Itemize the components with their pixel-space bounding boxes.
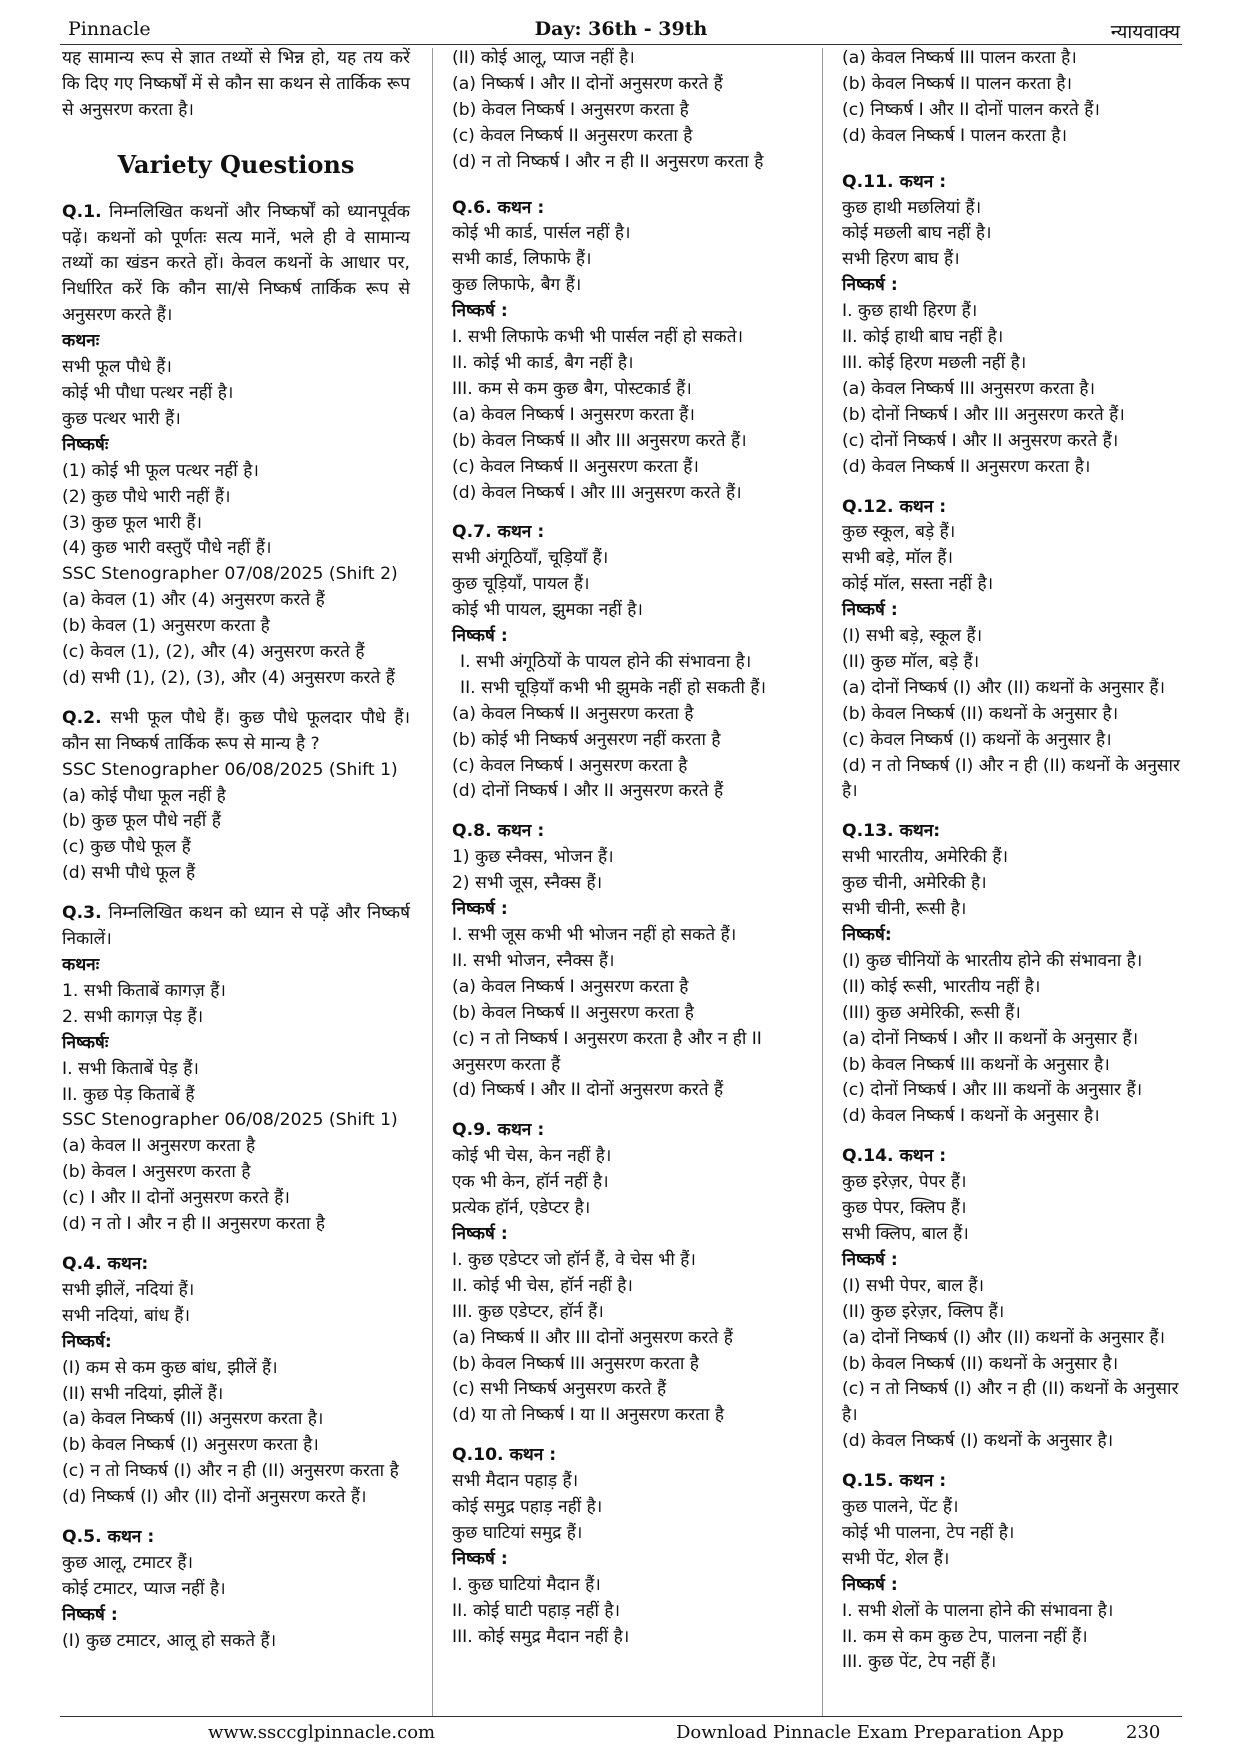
option: (a) दोनों निष्कर्ष (I) और (II) कथनों के अनुसार हैं। (842, 1327, 1165, 1348)
conclusion: (I) सभी बड़े, स्कूल हैं। (842, 626, 983, 647)
conclusion: I. कुछ एडेप्टर जो हॉर्न हैं, वे चेस भी हैं। (452, 1249, 696, 1270)
option: (d) दोनों निष्कर्ष I और II अनुसरण करते हैं (452, 781, 724, 802)
statement: कुछ पालने, पेंट हैं। (842, 1497, 959, 1518)
question-number: Q.5. (62, 1527, 102, 1548)
page-header (62, 14, 1180, 44)
conclusion: (II) कुछ इरेज़र, क्लिप हैं। (842, 1301, 1005, 1322)
nishkarsh-label: निष्कर्ष : (842, 1574, 898, 1595)
question-number: Q.12. (842, 496, 894, 517)
conclusion: II. कोई घाटी पहाड़ नहीं है। (452, 1600, 621, 1621)
nishkarsh-label: निष्कर्ष : (452, 899, 508, 920)
option: (d) सभी (1), (2), (3), और (4) अनुसरण करते हैं (62, 667, 395, 688)
option: (a) दोनों निष्कर्ष (I) और (II) कथनों के अनुसार हैं। (842, 677, 1165, 698)
nishkarsh-label: निष्कर्ष: (842, 925, 892, 945)
option: (d) केवल निष्कर्ष I और III अनुसरण करते हैं। (452, 482, 742, 503)
option: (a) केवल (1) और (4) अनुसरण करते हैं (62, 590, 325, 611)
footer-rule (60, 1716, 1182, 1717)
option: (d) या तो निष्कर्ष I या II अनुसरण करता है (452, 1405, 724, 1426)
nishkarsh-label: निष्कर्ष : (62, 1604, 118, 1625)
conclusion: I. सभी अंगूठियों के पायल होने की संभावना है। (460, 651, 752, 672)
kathan-label: कथन : (497, 1120, 545, 1141)
conclusion: II. सभी चूड़ियाँ कभी भी झुमके नहीं हो सकती हैं। (460, 677, 767, 698)
conclusion: II. कोई हाथी बाघ नहीं है। (842, 327, 1004, 348)
option: (b) केवल निष्कर्ष II अनुसरण करता है (452, 1002, 694, 1023)
question-number: Q.9. (452, 1120, 492, 1141)
option: (b) केवल निष्कर्ष I अनुसरण करता है (452, 99, 689, 120)
kathan-label: कथन : (899, 1471, 947, 1492)
nishkarsh-label: निष्कर्ष : (842, 275, 898, 296)
exam-source: SSC Stenographer 06/08/2025 (Shift 1) (62, 1110, 398, 1131)
statement: सभी अंगूठियाँ, चूड़ियाँ हैं। (452, 548, 609, 569)
nishkarsh-label: निष्कर्ष : (842, 1249, 898, 1270)
exam-source: SSC Stenographer 07/08/2025 (Shift 2) (62, 564, 398, 585)
question-number: Q.2. (62, 707, 102, 728)
footer-website[interactable]: www.ssccglpinnacle.com (208, 1722, 436, 1743)
conclusion: (I) कम से कम कुछ बांध, झीलें हैं। (62, 1357, 278, 1378)
option: (d) सभी पौधे फूल हैं (62, 863, 196, 884)
option: (c) सभी निष्कर्ष अनुसरण करते हैं (452, 1379, 667, 1400)
option: (a) कोई पौधा फूल नहीं है (62, 785, 226, 806)
option: (c) कुछ पौधे फूल हैं (62, 837, 191, 858)
kathan-label: कथनः (62, 955, 100, 975)
question-text: सभी फूल पौधे हैं। कुछ पौधे फूलदार पौधे हैं। कौन सा निष्कर्ष तार्किक रूप से मान्य है ? (62, 707, 410, 754)
question-number: Q.13. (842, 821, 894, 842)
nishkarsh-label: निष्कर्षः (62, 1032, 109, 1053)
option: (a) निष्कर्ष I और II दोनों अनुसरण करते हैं (452, 73, 723, 94)
statement: कुछ घाटियां समुद्र हैं। (452, 1522, 583, 1543)
question-number: Q.14. (842, 1146, 894, 1167)
conclusion: II. कोई भी कार्ड, बैग नहीं है। (452, 352, 634, 373)
statement: 2) सभी जूस, स्नैक्स हैं। (452, 873, 603, 894)
option: (a) केवल निष्कर्ष I अनुसरण करता हैं। (452, 404, 695, 425)
option: (c) निष्कर्ष I और II दोनों पालन करते हैं। (842, 99, 1100, 120)
question-6 (452, 196, 804, 222)
statement: सभी मैदान पहाड़ हैं। (452, 1471, 579, 1492)
option: (c) केवल निष्कर्ष I अनुसरण करता है (452, 755, 688, 776)
section-title: Variety Questions (117, 149, 355, 179)
conclusion: (I) कुछ चीनियों के भारतीय होने की संभावना है। (842, 950, 1143, 971)
statement: 1. सभी किताबें कागज़ हैं। (62, 980, 226, 1001)
conclusion: (II) कोई आलू, प्याज नहीं है। (452, 48, 635, 68)
conclusion: (II) कुछ मॉल, बड़े हैं। (842, 651, 980, 672)
option: (c) न तो निष्कर्ष I अनुसरण करता है और न ही II अनुसरण करता हैं (452, 1028, 762, 1075)
option: (b) केवल I अनुसरण करता है (62, 1162, 251, 1183)
column-1 (62, 46, 410, 1655)
question-7 (452, 520, 804, 546)
column-divider (822, 48, 823, 1716)
nishkarsh-label: निष्कर्ष : (452, 1548, 508, 1569)
question-text: निम्नलिखित कथनों और निष्कर्षों को ध्यानपूर्वक पढ़ें। कथनों को पूर्णतः सत्य मानें, भले ही वे सामान्य तथ्यों का खंडन करते हों। केवल कथनों के आधार पर, निर्धारित करें कि कौन सा/से निष्कर्ष तार्किक रूप से अनुसरण करते हैं। (62, 201, 410, 326)
question-8 (452, 819, 804, 845)
conclusion: I. सभी जूस कभी भी भोजन नहीं हो सकते हैं। (452, 925, 737, 945)
option: (a) केवल निष्कर्ष I अनुसरण करता है (452, 976, 689, 997)
question-13 (842, 819, 1188, 845)
nishkarsh-label: निष्कर्षः (62, 434, 109, 455)
option: (c) केवल निष्कर्ष II अनुसरण करता है (452, 125, 693, 146)
conclusion: I. सभी शेलों के पालना होने की संभावना है। (842, 1600, 1114, 1621)
option: (a) निष्कर्ष II और III दोनों अनुसरण करते हैं (452, 1327, 733, 1348)
statement: एक भी केन, हॉर्न नहीं है। (452, 1172, 609, 1193)
option: (c) न तो निष्कर्ष (I) और न ही (II) कथनों के अनुसार है। (842, 1379, 1179, 1426)
statement: सभी झीलें, नदियां हैं। (62, 1279, 195, 1300)
footer-app-promo: Download Pinnacle Exam Preparation App (676, 1722, 1064, 1743)
kathan-label: कथन : (107, 1527, 155, 1548)
option: (d) न तो निष्कर्ष I और न ही II अनुसरण करता है (452, 151, 764, 172)
column-divider (432, 48, 433, 1716)
conclusion: I. कुछ घाटियां मैदान हैं। (452, 1574, 601, 1595)
statement: सभी हिरण बाघ हैं। (842, 249, 960, 270)
statement: 2. सभी कागज़ पेड़ हैं। (62, 1006, 204, 1027)
question-11 (842, 170, 1188, 196)
conclusion: (III) कुछ अमेरिकी, रूसी हैं। (842, 1002, 1021, 1023)
question-10 (452, 1443, 804, 1469)
header-brand: Pinnacle (68, 18, 151, 40)
kathan-label: कथन : (899, 1146, 947, 1167)
option: (b) केवल निष्कर्ष (II) कथनों के अनुसार है। (842, 703, 1119, 724)
statement: प्रत्येक हॉर्न, एडेप्टर है। (452, 1198, 591, 1219)
conclusion: II. सभी भोजन, स्नैक्स हैं। (452, 950, 615, 971)
option: (b) केवल निष्कर्ष II पालन करता है। (842, 73, 1073, 94)
statement: 1) कुछ स्नैक्स, भोजन हैं। (452, 847, 614, 868)
option: (a) केवल निष्कर्ष II अनुसरण करता है (452, 703, 694, 724)
option: (d) न तो I और न ही II अनुसरण करता है (62, 1214, 326, 1235)
option: (b) दोनों निष्कर्ष I और III अनुसरण करते हैं। (842, 404, 1125, 425)
conclusion: I. सभी किताबें पेड़ हैं। (62, 1058, 199, 1079)
option: (d) केवल निष्कर्ष I कथनों के अनुसार है। (842, 1106, 1100, 1127)
question-12 (842, 495, 1188, 521)
question-number: Q.6. (452, 197, 492, 218)
option: (a) केवल निष्कर्ष III पालन करता है। (842, 48, 1077, 68)
option: (a) केवल निष्कर्ष (II) अनुसरण करता है। (62, 1409, 324, 1430)
option: (b) केवल (1) अनुसरण करता है (62, 616, 270, 637)
question-3 (62, 901, 410, 953)
kathan-label: कथनः (62, 331, 100, 352)
conclusion: III. कोई समुद्र मैदान नहीं है। (452, 1626, 630, 1647)
header-day: Day: 36th - 39th (534, 18, 708, 40)
column-3 (842, 46, 1188, 1676)
statement: सभी भारतीय, अमेरिकी हैं। (842, 847, 1008, 868)
statement: कुछ आलू, टमाटर हैं। (62, 1552, 194, 1573)
conclusion: III. कोई हिरण मछली नहीं है। (842, 352, 1027, 373)
nishkarsh-label: निष्कर्ष : (452, 626, 508, 647)
option: (c) I और II दोनों अनुसरण करते हैं। (62, 1188, 290, 1209)
statement: कुछ स्कूल, बड़े हैं। (842, 522, 956, 543)
statement: सभी बड़े, मॉल हैं। (842, 548, 954, 569)
question-number: Q.15. (842, 1471, 894, 1492)
option: (c) दोनों निष्कर्ष I और III कथनों के अनुसार हैं। (842, 1080, 1143, 1101)
statement: कोई मछली बाघ नहीं है। (842, 223, 992, 244)
kathan-label: कथन : (497, 197, 545, 218)
conclusion: I. सभी लिफाफे कभी भी पार्सल नहीं हो सकते। (452, 327, 744, 348)
conclusion: (II) सभी नदियां, झीलें हैं। (62, 1383, 224, 1404)
statement: सभी क्लिप, बाल हैं। (842, 1223, 969, 1244)
option: (c) केवल निष्कर्ष (I) कथनों के अनुसार है। (842, 729, 1112, 750)
conclusion: (II) कोई रूसी, भारतीय नहीं है। (842, 976, 1041, 997)
statement: कुछ हाथी मछलियां हैं। (842, 197, 982, 218)
nishkarsh-label: निष्कर्ष: (62, 1331, 112, 1352)
option: (d) केवल निष्कर्ष II अनुसरण करता है। (842, 456, 1091, 477)
question-9 (452, 1118, 804, 1144)
statement: सभी नदियां, बांध हैं। (62, 1305, 191, 1326)
kathan-label: कथन : (899, 171, 947, 192)
statement: सभी पेंट, शेल हैं। (842, 1548, 950, 1569)
statement: सभी फूल पौधे हैं। (62, 357, 172, 378)
option: (d) निष्कर्ष (I) और (II) दोनों अनुसरण करते हैं। (62, 1487, 367, 1508)
option: (d) न तो निष्कर्ष (I) और न ही (II) कथनों के अनुसार है। (842, 755, 1180, 802)
option: (b) कोई भी निष्कर्ष अनुसरण नहीं करता है (452, 729, 721, 750)
question-4 (62, 1252, 410, 1278)
exam-source: SSC Stenographer 06/08/2025 (Shift 1) (62, 759, 398, 780)
intro-text: यह सामान्य रूप से ज्ञात तथ्यों से भिन्न हो, यह तय करें कि दिए गए निष्कर्षों में से कौन सा कथन से तार्किक रूप से अनुसरण करता है। (62, 48, 410, 120)
statement: कोई भी कार्ड, पार्सल नहीं है। (452, 223, 631, 244)
header-rule (60, 44, 1182, 45)
nishkarsh-label: निष्कर्ष : (842, 600, 898, 621)
option: (b) केवल निष्कर्ष III अनुसरण करता है (452, 1353, 699, 1374)
option: (b) केवल निष्कर्ष II और III अनुसरण करते हैं। (452, 430, 747, 451)
statement: कोई भी पालना, टेप नहीं है। (842, 1522, 1015, 1543)
conclusion: I. कुछ हाथी हिरण हैं। (842, 301, 978, 322)
statement: सभी कार्ड, लिफाफे हैं। (452, 249, 592, 270)
option: (d) केवल निष्कर्ष (I) कथनों के अनुसार है। (842, 1431, 1114, 1452)
statement: कुछ चीनी, अमेरिकी है। (842, 873, 987, 894)
conclusion: II. कम से कम कुछ टेप, पालना नहीं हैं। (842, 1626, 1088, 1647)
question-number: Q.7. (452, 522, 492, 543)
question-number: Q.1. (62, 201, 102, 222)
option: (b) केवल निष्कर्ष III कथनों के अनुसार है। (842, 1054, 1110, 1075)
conclusion: (3) कुछ फूल भारी हैं। (62, 512, 203, 533)
statement: कुछ पत्थर भारी हैं। (62, 408, 181, 429)
header-topic: न्यायवाक्य (1110, 21, 1180, 43)
option: (d) निष्कर्ष I और II दोनों अनुसरण करते हैं (452, 1080, 724, 1101)
statement: कोई भी चेस, केन नहीं है। (452, 1146, 612, 1167)
kathan-label: कथन : (497, 522, 545, 543)
statement: कोई समुद्र पहाड़ नहीं है। (452, 1497, 603, 1518)
conclusion: (I) कुछ टमाटर, आलू हो सकते हैं। (62, 1630, 277, 1651)
conclusion: (4) कुछ भारी वस्तुएँ पौधे नहीं हैं। (62, 538, 272, 559)
option: (c) दोनों निष्कर्ष I और II अनुसरण करते हैं। (842, 430, 1119, 451)
question-number: Q.8. (452, 821, 492, 842)
question-5 (62, 1525, 410, 1551)
conclusion: II. कुछ पेड़ किताबें हैं (62, 1084, 195, 1105)
option: (a) केवल निष्कर्ष III अनुसरण करता है। (842, 378, 1096, 399)
conclusion: (2) कुछ पौधे भारी नहीं हैं। (62, 486, 231, 507)
kathan-label: कथन : (497, 821, 545, 842)
option: (b) कुछ फूल पौधे नहीं हैं (62, 811, 221, 832)
conclusion: II. कोई भी चेस, हॉर्न नहीं है। (452, 1275, 633, 1296)
option: (c) केवल निष्कर्ष II अनुसरण करता हैं। (452, 456, 699, 477)
question-15 (842, 1469, 1188, 1495)
statement: कोई टमाटर, प्याज नहीं है। (62, 1578, 226, 1599)
conclusion: III. कम से कम कुछ बैग, पोस्टकार्ड हैं। (452, 378, 692, 399)
conclusion: III. कुछ एडेप्टर, हॉर्न हैं। (452, 1301, 604, 1322)
question-number: Q.3. (62, 903, 102, 924)
question-number: Q.11. (842, 171, 894, 192)
question-14 (842, 1144, 1188, 1170)
option: (c) न तो निष्कर्ष (I) और न ही (II) अनुसरण करता है (62, 1461, 399, 1482)
statement: कोई भी पायल, झुमका नहीं है। (452, 600, 643, 621)
kathan-label: कथन : (899, 496, 947, 517)
option: (b) केवल निष्कर्ष (II) कथनों के अनुसार है। (842, 1353, 1119, 1374)
column-2 (452, 46, 804, 1650)
question-2 (62, 706, 410, 758)
question-number: Q.10. (452, 1445, 504, 1466)
question-text: निम्नलिखित कथन को ध्यान से पढ़ें और निष्कर्ष निकालें। (62, 903, 411, 950)
statement: कुछ पेपर, क्लिप हैं। (842, 1198, 967, 1219)
nishkarsh-label: निष्कर्ष : (452, 1223, 508, 1244)
conclusion: (1) कोई भी फूल पत्थर नहीं है। (62, 460, 259, 481)
statement: सभी चीनी, रूसी है। (842, 899, 967, 920)
option: (b) केवल निष्कर्ष (I) अनुसरण करता है। (62, 1435, 319, 1456)
statement: कोई मॉल, सस्ता नहीं है। (842, 574, 994, 595)
page-number: 230 (1126, 1722, 1161, 1743)
question-1 (62, 200, 410, 330)
option: (a) केवल II अनुसरण करता है (62, 1136, 256, 1157)
statement: कोई भी पौधा पत्थर नहीं है। (62, 382, 234, 403)
option: (a) दोनों निष्कर्ष I और II कथनों के अनुसार हैं। (842, 1028, 1139, 1049)
question-number: Q.4. (62, 1253, 102, 1274)
conclusion: III. कुछ पेंट, टेप नहीं हैं। (842, 1652, 997, 1673)
statement: कुछ इरेज़र, पेपर हैं। (842, 1172, 967, 1193)
kathan-label: कथन: (899, 821, 941, 842)
nishkarsh-label: निष्कर्ष : (452, 301, 508, 322)
kathan-label: कथन: (107, 1253, 149, 1274)
statement: कुछ चूड़ियाँ, पायल हैं। (452, 574, 590, 595)
statement: कुछ लिफाफे, बैग हैं। (452, 275, 582, 296)
option: (d) केवल निष्कर्ष I पालन करता है। (842, 125, 1067, 146)
conclusion: (I) सभी पेपर, बाल हैं। (842, 1275, 985, 1296)
option: (c) केवल (1), (2), और (4) अनुसरण करते हैं (62, 642, 365, 663)
kathan-label: कथन : (509, 1445, 557, 1466)
